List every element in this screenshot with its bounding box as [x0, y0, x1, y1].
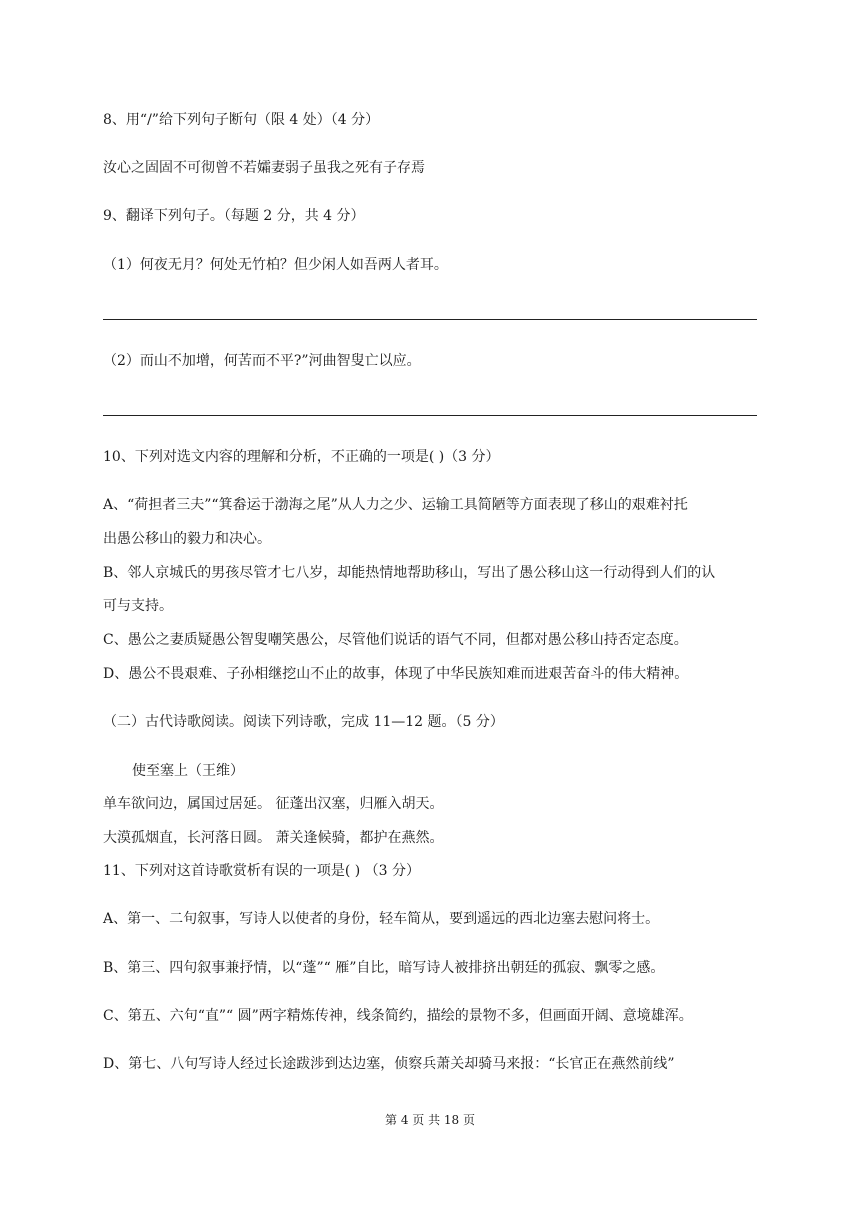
page-footer: 第 4 页 共 18 页 [385, 1113, 475, 1127]
poem-title: 使至塞上（王维） [132, 763, 244, 779]
section-2-heading: （二）古代诗歌阅读。阅读下列诗歌，完成 11—12 题。（5 分） [103, 714, 504, 730]
question-10-option-b-line2: 可与支持。 [103, 598, 173, 614]
answer-line-2 [103, 415, 757, 416]
question-11-prompt: 11、下列对这首诗歌赏析有误的一项是( ) （3 分） [103, 863, 420, 879]
question-10-option-d: D、愚公不畏艰难、子孙相继挖山不止的故事，体现了中华民族知难而进艰苦奋斗的伟大精神。 [103, 666, 689, 682]
question-11-option-a: A、第一、二句叙事，写诗人以使者的身份，轻车简从，要到遥远的西北边塞去慰问将士。 [103, 911, 660, 927]
question-10-option-a-line2: 出愚公移山的毅力和决心。 [103, 531, 271, 547]
question-10-prompt: 10、下列对选文内容的理解和分析，不正确的一项是( )（3 分） [103, 449, 500, 465]
question-11-option-b: B、第三、四句叙事兼抒情，以“蓬”“ 雁”自比，暗写诗人被排挤出朝廷的孤寂、飘零之感。 [103, 960, 665, 976]
answer-line-1 [103, 319, 757, 320]
question-11-option-d: D、第七、八句写诗人经过长途跋涉到达边塞，侦察兵萧关却骑马来报：“长官正在燕然前线” [103, 1056, 675, 1072]
question-8-text: 汝心之固固不可彻曾不若孀妻弱子虽我之死有子存焉 [103, 160, 425, 176]
question-10-option-b-line1: B、邻人京城氏的男孩尽管才七八岁，却能热情地帮助移山，写出了愚公移山这一行动得到人们的认 [103, 565, 716, 581]
question-9-item-1: （1）何夜无月？何处无竹柏？但少闲人如吾两人者耳。 [103, 257, 448, 273]
question-8-prompt: 8、用“/”给下列句子断句（限 4 处）（4 分） [103, 112, 380, 128]
question-9-item-2: （2）而山不加增，何苦而不平?”河曲智叟亡以应。 [103, 353, 421, 369]
question-10-option-c: C、愚公之妻质疑愚公智叟嘲笑愚公，尽管他们说话的语气不同，但都对愚公移山持否定态度。 [103, 632, 688, 648]
question-11-option-c: C、第五、六句“直”“ 圆”两字精炼传神，线条简约，描绘的景物不多，但画面开阔、意境雄浑。 [103, 1008, 693, 1024]
poem-line-2: 大漠孤烟直，长河落日圆。 萧关逢候骑，都护在燕然。 [103, 830, 444, 846]
poem-line-1: 单车欲问边，属国过居延。 征蓬出汉塞，归雁入胡天。 [103, 796, 444, 812]
question-9-prompt: 9、翻译下列句子。（每题 2 分，共 4 分） [103, 208, 365, 224]
question-10-option-a-line1: A、“荷担者三夫”“箕畚运于渤海之尾”从人力之少、运输工具简陋等方面表现了移山的艰难衬托 [103, 497, 688, 513]
